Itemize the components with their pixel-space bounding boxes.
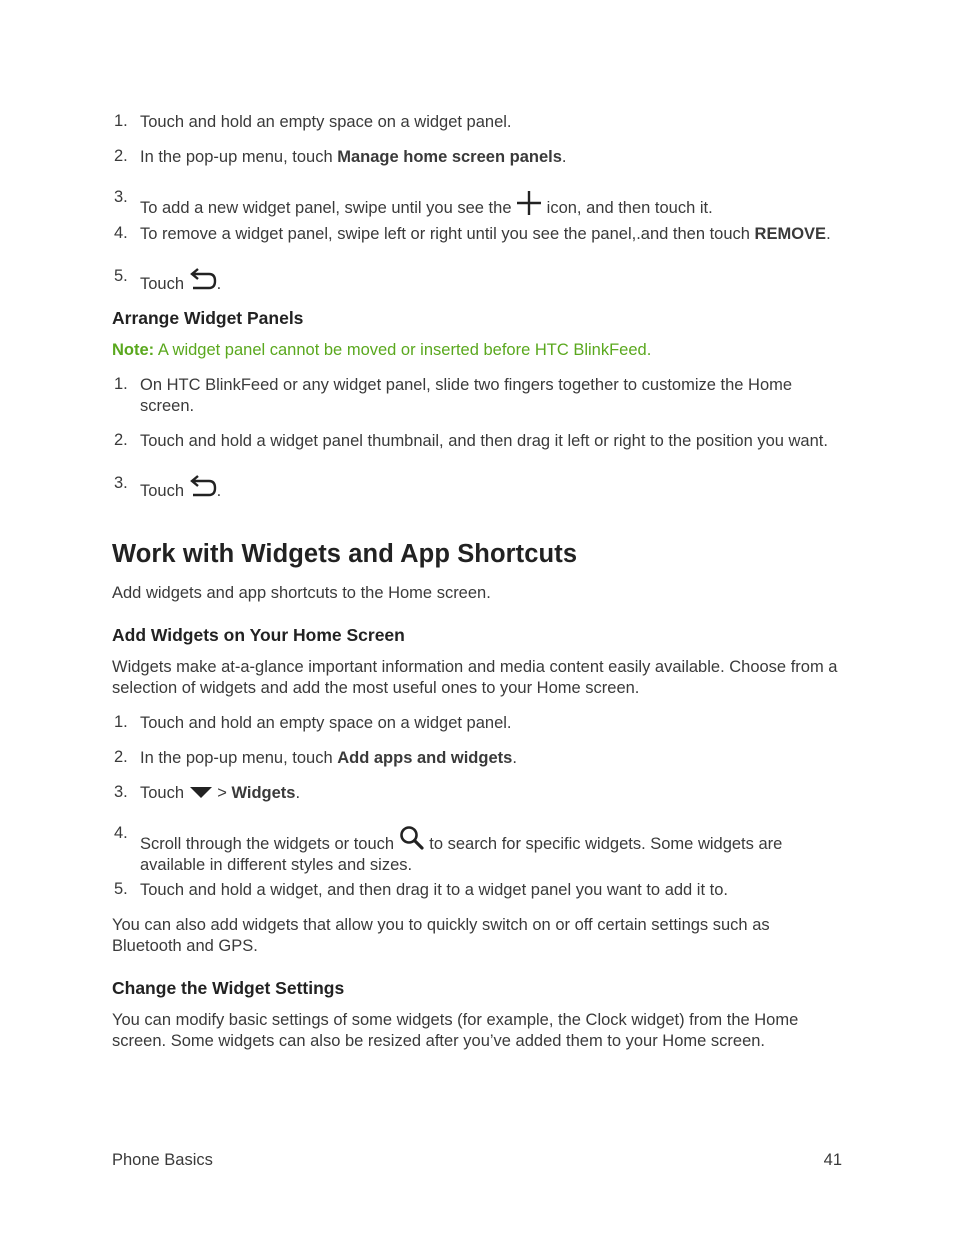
list-number: 4. bbox=[114, 224, 128, 242]
list-text: Touch and hold an empty space on a widget panel. bbox=[140, 714, 512, 732]
section-heading: Add Widgets on Your Home Screen bbox=[112, 625, 405, 645]
list-text: Touch . bbox=[140, 267, 840, 295]
section-heading: Change the Widget Settings bbox=[112, 978, 345, 998]
search-icon bbox=[399, 825, 425, 851]
bold-term: Add apps and widgets bbox=[337, 749, 513, 767]
list-number: 1. bbox=[114, 713, 128, 731]
bold-term: Manage home screen panels bbox=[337, 148, 562, 166]
list-text: To add a new widget panel, swipe until you see the icon, and then touch it. bbox=[140, 190, 840, 219]
back-icon bbox=[189, 474, 217, 498]
note: Note: A widget panel cannot be moved or inserted before HTC BlinkFeed. bbox=[112, 341, 652, 359]
list-text: Scroll through the widgets or touch to search for specific widgets. Some widgets are available in different styles and sizes. bbox=[140, 825, 800, 876]
list-number: 2. bbox=[114, 147, 128, 165]
note-label: Note: bbox=[112, 341, 155, 359]
list-text: Touch . bbox=[140, 474, 840, 502]
plus-icon bbox=[516, 190, 542, 216]
list-number: 1. bbox=[114, 112, 128, 130]
list-number: 3. bbox=[114, 783, 128, 801]
back-icon bbox=[189, 267, 217, 291]
intro-text: Add widgets and app shortcuts to the Home screen. bbox=[112, 584, 491, 602]
paragraph: You can also add widgets that allow you to quickly switch on or off certain settings such as Bluetooth and GPS. bbox=[112, 916, 770, 955]
page-number: 41 bbox=[823, 1151, 842, 1169]
list-text: Touch and hold a widget, and then drag it to a widget panel you want to add it to. bbox=[140, 881, 728, 899]
page-title: Work with Widgets and App Shortcuts bbox=[112, 540, 578, 568]
section-heading: Arrange Widget Panels bbox=[112, 308, 304, 328]
list-number: 5. bbox=[114, 267, 128, 285]
paragraph: Widgets make at-a-glance important information and media content easily available. Choose from a selection of widgets and add the most useful ones to your Home screen. bbox=[112, 658, 838, 697]
list-text: In the pop-up menu, touch Add apps and widgets. bbox=[140, 749, 517, 767]
list-number: 3. bbox=[114, 474, 128, 492]
bold-term: REMOVE bbox=[754, 225, 827, 243]
list-number: 4. bbox=[114, 824, 128, 842]
list-number: 5. bbox=[114, 880, 128, 898]
paragraph: You can modify basic settings of some widgets (for example, the Clock widget) from the Home screen. Some widgets can also be resized after you’ve added them to your Home screen. bbox=[112, 1011, 799, 1050]
list-text: Touch and hold a widget panel thumbnail, and then drag it left or right to the position you want. bbox=[140, 432, 828, 450]
list-text: On HTC BlinkFeed or any widget panel, slide two fingers together to customize the Home screen. bbox=[140, 376, 793, 415]
dropdown-triangle-icon bbox=[189, 785, 213, 799]
bold-term: Widgets bbox=[231, 784, 296, 802]
footer-section: Phone Basics bbox=[112, 1151, 213, 1169]
list-text: Touch > Widgets. bbox=[140, 784, 301, 802]
list-number: 2. bbox=[114, 748, 128, 766]
list-text: To remove a widget panel, swipe left or right until you see the panel,.and then touch REMOVE. bbox=[140, 225, 831, 243]
list-number: 1. bbox=[114, 375, 128, 393]
list-text: Touch and hold an empty space on a widget panel. bbox=[140, 113, 512, 131]
list-text: In the pop-up menu, touch Manage home screen panels. bbox=[140, 148, 567, 166]
list-number: 3. bbox=[114, 188, 128, 206]
list-number: 2. bbox=[114, 431, 128, 449]
